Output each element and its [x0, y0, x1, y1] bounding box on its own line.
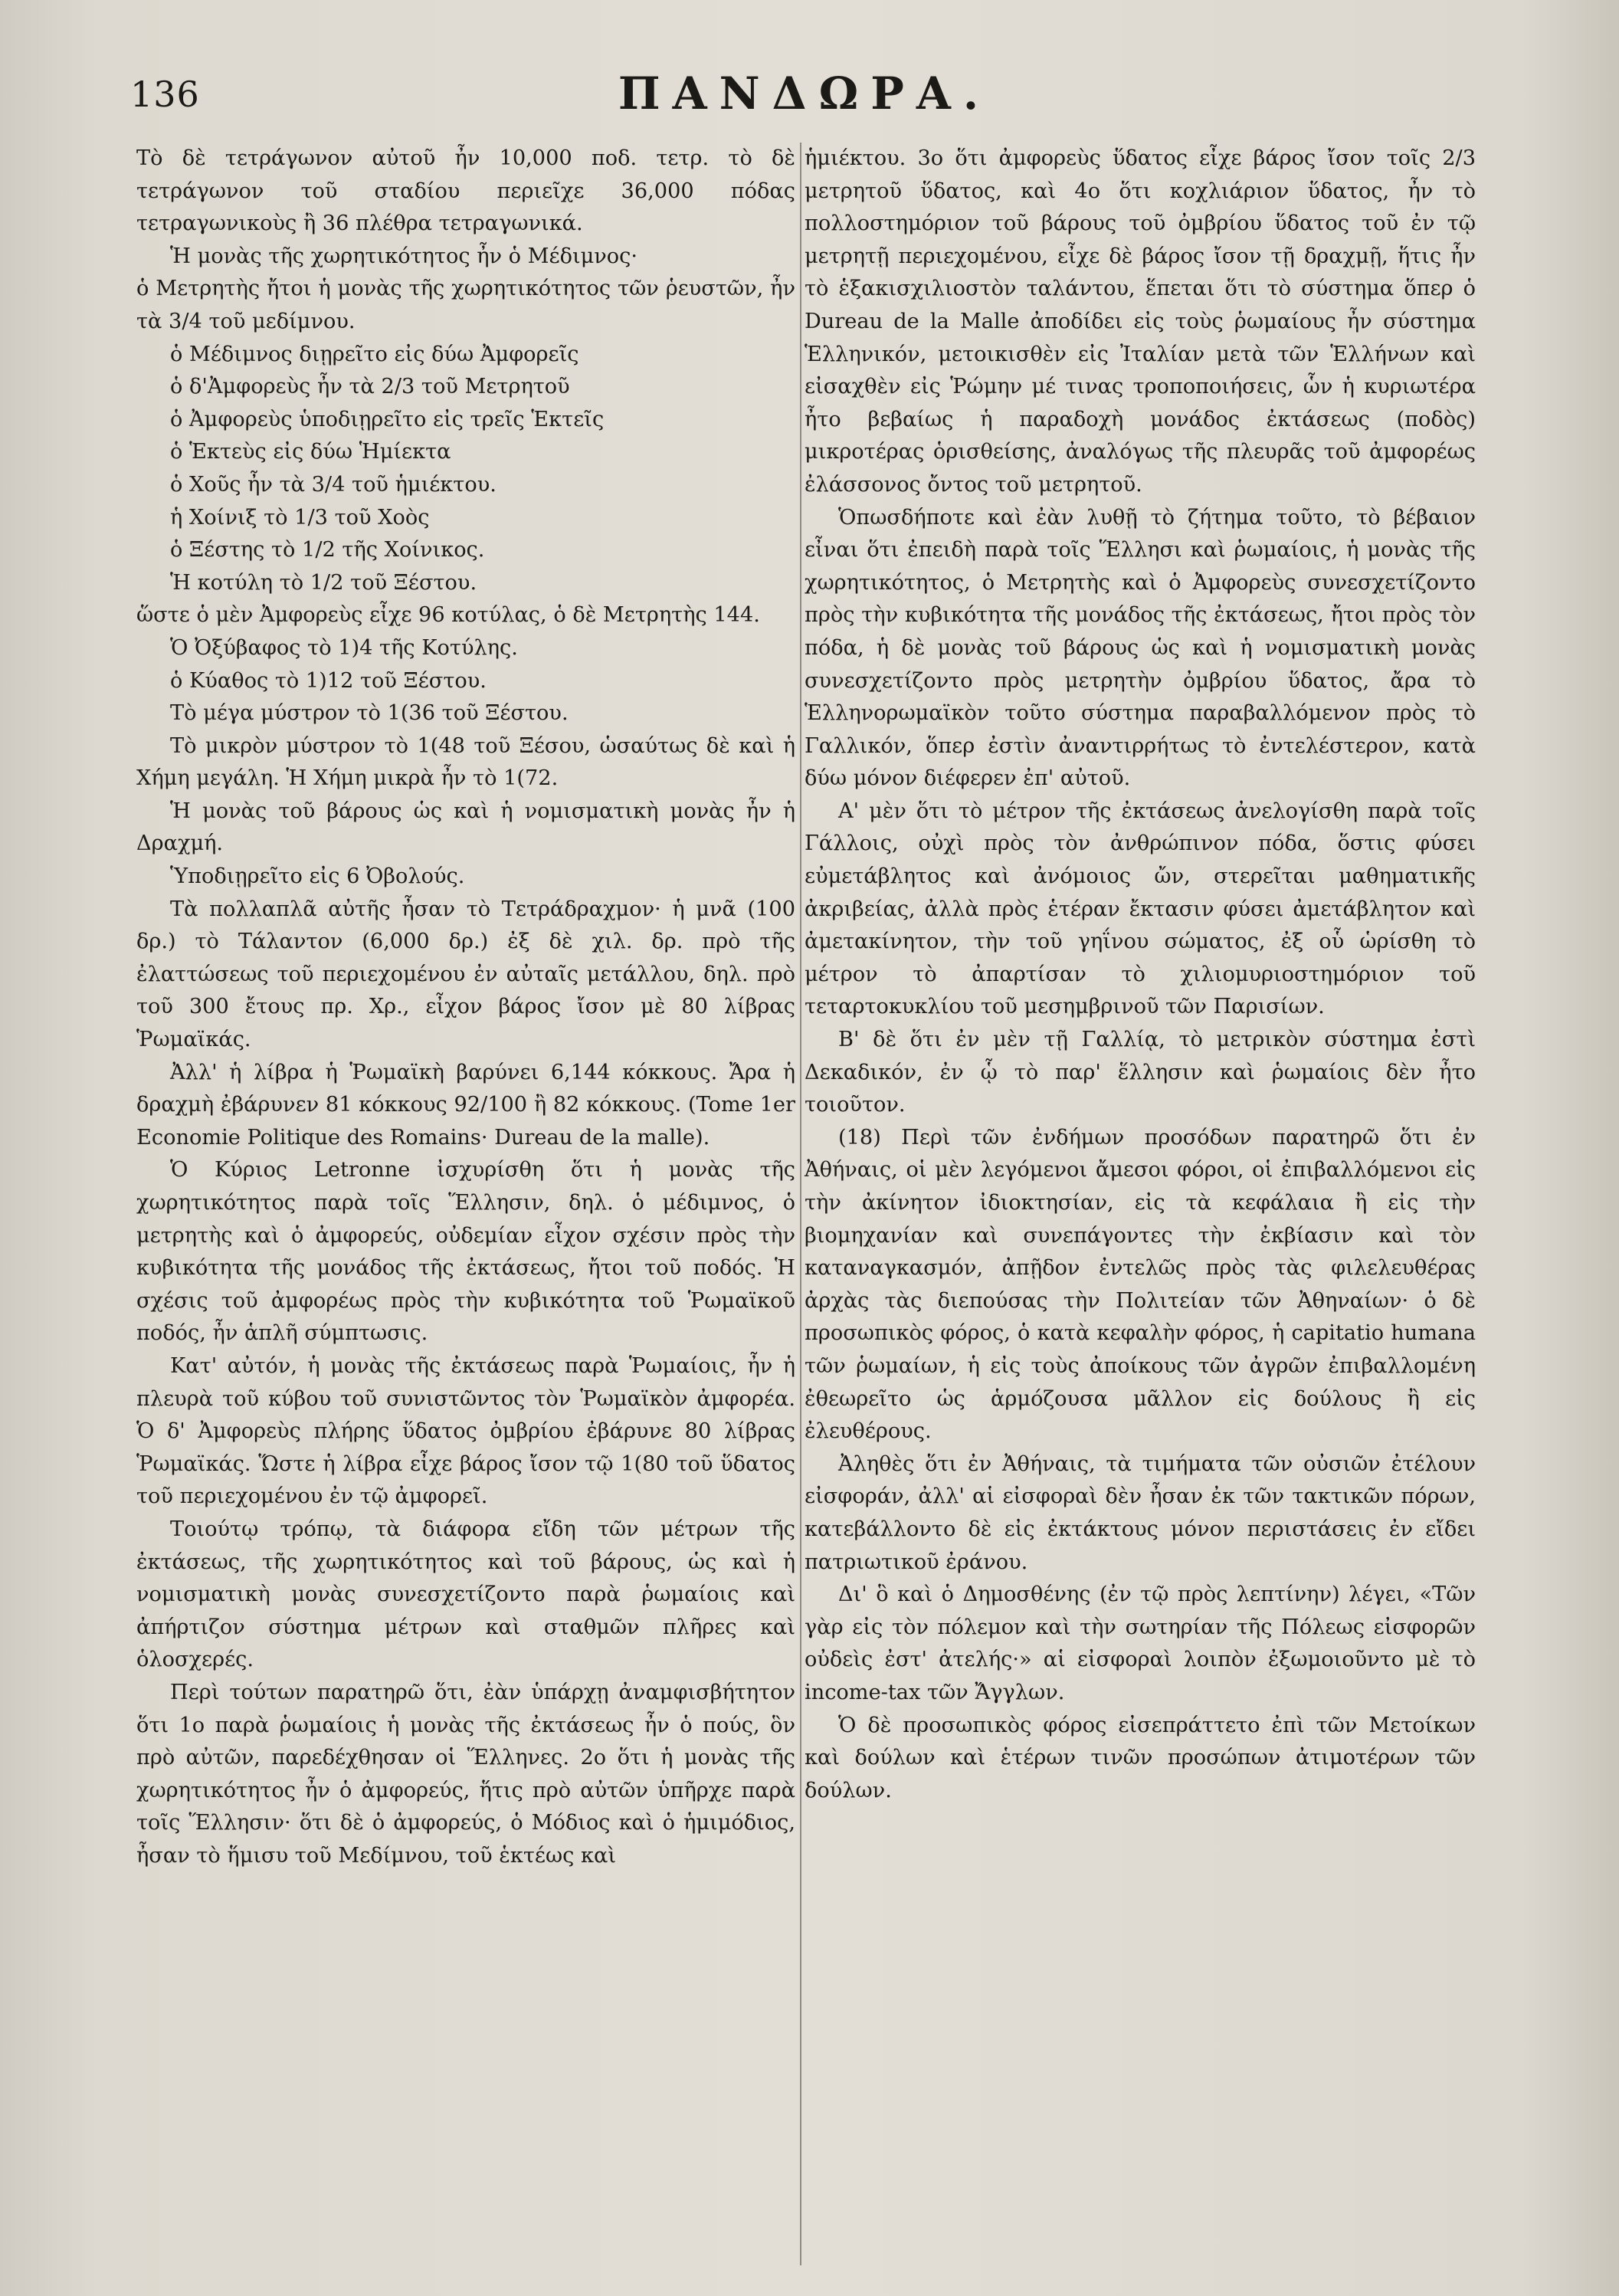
paragraph: Τὸ μικρὸν μύστρον τὸ 1(48 τοῦ Ξέσου, ὡσαύτως δὲ καὶ ἡ Χήμη μεγάλη. Ἡ Χήμη μικρὰ ἦν τὸ 1(72.	[136, 733, 795, 791]
paragraph: Ὁ Κύριος Letronne ἰσχυρίσθη ὅτι ἡ μονὰς τῆς χωρητικότητος παρὰ τοῖς Ἕλλησιν, δηλ. ὁ μέδιμνος, ὁ μετρητὴς καὶ ὁ ἀμφορεύς, οὐδεμίαν εἶχον σχέσιν πρὸς τὴν κυβικότητα τῆς μονάδος τῆς ἐκτάσεως, ἤτοι τοῦ ποδός. Ἡ σχέσις τοῦ ἀμφορέως πρὸς τὴν κυβικότητα τοῦ Ῥωμαϊκοῦ ποδός, ἦν ἁπλῆ σύμπτωσις.	[136, 1158, 795, 1346]
paragraph: ἡ Χοίνιξ τὸ 1/3 τοῦ Χοὸς	[170, 505, 430, 530]
left-column	[136, 143, 795, 1872]
paragraph: Τοιούτῳ τρόπῳ, τὰ διάφορα εἴδη τῶν μέτρων τῆς ἐκτάσεως, τῆς χωρητικότητος καὶ τοῦ βάρους, ὡς καὶ ἡ νομισματικὴ μονὰς συνεσχετίζοντο παρὰ ῥωμαίοις καὶ ἀπήρτιζον σύστημα μέτρων καὶ σταθμῶν πλῆρες καὶ ὁλοσχερές.	[136, 1517, 795, 1672]
paragraph: Περὶ τούτων παρατηρῶ ὅτι, ἐὰν ὑπάρχῃ ἀναμφισβήτητον ὅτι 1ο παρὰ ῥωμαίοις ἡ μονὰς τῆς ἐκτάσεως ἦν ὁ πούς, ὃν πρὸ αὐτῶν, παρεδέχθησαν οἱ Ἕλληνες. 2ο ὅτι ἡ μονὰς τῆς χωρητικότητος ἦν ὁ ἀμφορεύς, ἥτις πρὸ αὐτῶν ὑπῆρχε παρὰ τοῖς Ἕλλησιν· ὅτι δὲ ὁ ἀμφορεύς, ὁ Μόδιος καὶ ὁ ἡμιμόδιος, ἦσαν τὸ ἥμισυ τοῦ Μεδίμνου, τοῦ ἑκτέως καὶ	[136, 1680, 795, 1868]
paragraph: ὁ Ξέστης τὸ 1/2 τῆς Χοίνικος.	[170, 538, 485, 563]
paragraph: Ἡ κοτύλη τὸ 1/2 τοῦ Ξέστου.	[170, 570, 477, 595]
right-column	[805, 143, 1476, 1807]
paragraph: ὁ Μετρητὴς ἤτοι ἡ μονὰς τῆς χωρητικότητος τῶν ῥευστῶν, ἦν τὰ 3/4 τοῦ μεδίμνου.	[136, 277, 795, 333]
paragraph: Α' μὲν ὅτι τὸ μέτρον τῆς ἐκτάσεως ἀνελογίσθη παρὰ τοῖς Γάλλοις, οὐχὶ πρὸς τὸν ἀνθρώπινον πόδα, ὅστις φύσει εὐμετάβλητος καὶ ἀνόμοιος ὤν, στερεῖται μαθηματικῆς ἀκριβείας, ἀλλὰ πρὸς ἑτέραν ἔκτασιν φύσει ἀμετάβλητον καὶ ἀμετακίνητον, τὴν τοῦ γηΐνου σώματος, ἐξ οὗ ὡρίσθη τὸ μέτρον τὸ ἀπαρτίσαν τὸ χιλιομυριοστημόριον τοῦ τεταρτοκυκλίου τοῦ μεσημβρινοῦ τῶν Παρισίων.	[805, 799, 1476, 1019]
column-divider	[800, 143, 801, 2265]
paragraph: Ὁ δὲ προσωπικὸς φόρος εἰσεπράττετο ἐπὶ τῶν Μετοίκων καὶ δούλων καὶ ἑτέρων τινῶν προσώπων ἀτιμοτέρων τῶν δούλων.	[805, 1713, 1476, 1802]
paragraph: ὁ δ'Ἀμφορεὺς ἦν τὰ 2/3 τοῦ Μετρητοῦ	[170, 375, 570, 399]
paragraph: Τὸ μέγα μύστρον τὸ 1(36 τοῦ Ξέστου.	[170, 701, 569, 726]
page-header	[130, 67, 1479, 136]
paragraph: Ὁ Ὀξύβαφος τὸ 1)4 τῆς Κοτύλης.	[170, 635, 518, 660]
paragraph: Ἀληθὲς ὅτι ἐν Ἀθήναις, τὰ τιμήματα τῶν οὐσιῶν ἐτέλουν εἰσφοράν, ἀλλ' αἱ εἰσφοραὶ δὲν ἦσαν ἐκ τῶν τακτικῶν πόρων, κατεβάλλοντο δὲ εἰς ἐκτάκτους μόνον περιστάσεις ἐν εἴδει πατριωτικοῦ ἐράνου.	[805, 1451, 1476, 1574]
paragraph: ὥστε ὁ μὲν Ἀμφορεὺς εἶχε 96 κοτύλας, ὁ δὲ Μετρητὴς 144.	[136, 603, 760, 628]
paragraph: Δι' ὃ καὶ ὁ Δημοσθένης (ἐν τῷ πρὸς λεπτίνην) λέγει, «Τῶν γὰρ εἰς τὸν πόλεμον καὶ τὴν σωτηρίαν τῆς Πόλεως εἰσφορῶν οὐδεὶς ἐστ' ἀτελής·» αἱ εἰσφοραὶ λοιπὸν ἐξωμοιοῦντο μὲ τὸ income-tax τῶν Ἄγγλων.	[805, 1583, 1476, 1704]
paragraph: Ὑποδιῃρεῖτο εἰς 6 Ὀβολούς.	[170, 864, 465, 889]
paragraph: ὁ Χοῦς ἦν τὰ 3/4 τοῦ ἡμιέκτου.	[170, 472, 497, 497]
paragraph: (18) Περὶ τῶν ἐνδήμων προσόδων παρατηρῶ ὅτι ἐν Ἀθήναις, οἱ μὲν λεγόμενοι ἄμεσοι φόροι, οἱ ἐπιβαλλόμενοι εἰς τὴν ἀκίνητον ἰδιοκτησίαν, εἰς τὰ κεφάλαια ἢ εἰς τὴν βιομηχανίαν καὶ συνεπάγοντες τὴν ἐκβίασιν καὶ τὸν καταναγκασμόν, ἀπῇδον ἐντελῶς πρὸς τὰς φιλελευθέρας ἀρχὰς τὰς διεπούσας τὴν Πολιτείαν τῶν Ἀθηναίων· ὁ δὲ προσωπικὸς φόρος, ὁ κατὰ κεφαλὴν φόρος, ἡ capitatio humana τῶν ῥωμαίων, ἡ εἰς τοὺς ἀποίκους τῶν ἀγρῶν ἐπιβαλλομένη ἐθεωρεῖτο ὡς ἁρμόζουσα μᾶλλον εἰς δούλους ἢ εἰς ἐλευθέρους.	[805, 1125, 1476, 1444]
paragraph: Ἡ μονὰς τοῦ βάρους ὡς καὶ ἡ νομισματικὴ μονὰς ἦν ἡ Δραχμή.	[136, 799, 795, 856]
paragraph: ὁ Ἀμφορεὺς ὑποδιῃρεῖτο εἰς τρεῖς Ἑκτεῖς	[170, 407, 605, 431]
paragraph: Ἀλλ' ἡ λίβρα ἡ Ῥωμαϊκὴ βαρύνει 6,144 κόκκους. Ἄρα ἡ δραχμὴ ἐβάρυνεν 81 κόκκους 92/100 ἢ 82 κόκκους. (Tome 1er Economie Politique des Romains· Dureau de la malle).	[136, 1060, 795, 1150]
paragraph: ὁ Κύαθος τὸ 1)12 τοῦ Ξέστου.	[170, 668, 487, 693]
paragraph: Ὁπωσδήποτε καὶ ἐὰν λυθῇ τὸ ζήτημα τοῦτο, τὸ βέβαιον εἶναι ὅτι ἐπειδὴ παρὰ τοῖς Ἕλλησι καὶ ῥωμαίοις, ἡ μονὰς τῆς χωρητικότητος, ὁ Μετρητὴς καὶ ὁ Ἀμφορεὺς συνεσχετίζοντο πρὸς τὴν κυβικότητα τῆς μονάδος τῆς ἐκτάσεως, ἤτοι πρὸς τὸν πόδα, ἡ δὲ μονὰς τοῦ βάρους ὡς καὶ ἡ νομισματικὴ μονὰς συνεσχετίζοντο πρὸς μετρητὴν ὀμβρίου ὕδατος, ἄρα τὸ Ἑλληνορωμαϊκὸν τοῦτο σύστημα παραβαλλόμενον πρὸς τὸ Γαλλικόν, ὅπερ ἐστὶν ἀναντιρρήτως τὸ ἐντελέστερον, κατὰ δύω μόνον διέφερεν ἐπ' αὐτοῦ.	[805, 505, 1476, 791]
paragraph: ἡμιέκτου. 3ο ὅτι ἀμφορεὺς ὕδατος εἶχε βάρος ἴσον τοῖς 2/3 μετρητοῦ ὕδατος, καὶ 4ο ὅτι κοχλιάριον ὕδατος, ἦν τὸ πολλοστημόριον τοῦ βάρους τοῦ ὀμβρίου ὕδατος τοῦ ἐν τῷ μετρητῇ περιεχομένου, εἶχε δὲ βάρος ἴσον τῇ δραχμῇ, ἥτις ἦν τὸ ἑξακισχιλιοστὸν ταλάντου, ἕπεται ὅτι τὸ σύστημα ὅπερ ὁ Dureau de la Malle ἀποδίδει εἰς τοὺς ῥωμαίους ἦν σύστημα Ἑλληνικόν, μετοικισθὲν εἰς Ἰταλίαν μετὰ τῶν Ἑλλήνων καὶ εἰσαχθὲν εἰς Ῥώμην μέ τινας τροποποιήσεις, ὧν ἡ κυριωτέρα ἦτο βεβαίως ἡ παραδοχὴ μονάδος ἐκτάσεως (ποδὸς) μικροτέρας ὁρισθείσης, ἀναλόγως τῆς πλευρᾶς τοῦ ἀμφορέως ἐλάσσονος ὄντος τοῦ μετρητοῦ.	[805, 146, 1476, 497]
paragraph: ὁ Μέδιμνος διῃρεῖτο εἰς δύω Ἀμφορεῖς	[170, 342, 579, 366]
paragraph: Τὸ δὲ τετράγωνον αὐτοῦ ἦν 10,000 ποδ. τετρ. τὸ δὲ τετράγωνον τοῦ σταδίου περιεῖχε 36,000 πόδας τετραγωνικοὺς ἢ 36 πλέθρα τετραγωνικά.	[136, 146, 795, 236]
paragraph: Ἡ μονὰς τῆς χωρητικότητος ἦν ὁ Μέδιμνος·	[170, 244, 638, 268]
paragraph: Τὰ πολλαπλᾶ αὐτῆς ἦσαν τὸ Τετράδραχμον· ἡ μνᾶ (100 δρ.) τὸ Τάλαντον (6,000 δρ.) ἐξ δὲ χιλ. δρ. πρὸ τῆς ἐλαττώσεως τοῦ περιεχομένου ἐν αὐταῖς μετάλλου, δηλ. πρὸ τοῦ 300 ἔτους πρ. Χρ., εἶχον βάρος ἴσον μὲ 80 λίβρας Ῥωμαϊκάς.	[136, 897, 795, 1052]
journal-title: ΠΑΝΔΩΡΑ.	[618, 67, 991, 120]
paragraph: Κατ' αὐτόν, ἡ μονὰς τῆς ἐκτάσεως παρὰ Ῥωμαίοις, ἦν ἡ πλευρὰ τοῦ κύβου τοῦ συνιστῶντος τὸν Ῥωμαϊκὸν ἀμφορέα. Ὁ δ' Ἀμφορεὺς πλήρης ὕδατος ὀμβρίου ἐβάρυνε 80 λίβρας Ῥωμαϊκάς. Ὥστε ἡ λίβρα εἶχε βάρος ἴσον τῷ 1(80 τοῦ ὕδατος τοῦ περιεχομένου ἐν τῷ ἀμφορεῖ.	[136, 1353, 795, 1509]
paragraph: ὁ Ἑκτεὺς εἰς δύω Ἡμίεκτα	[170, 440, 451, 464]
paragraph: Β' δὲ ὅτι ἐν μὲν τῇ Γαλλίᾳ, τὸ μετρικὸν σύστημα ἐστὶ Δεκαδικόν, ἐν ᾧ τὸ παρ' ἕλλησιν καὶ ῥωμαίοις δὲν ἦτο τοιοῦτον.	[805, 1028, 1476, 1117]
page-number: 136	[130, 74, 200, 115]
